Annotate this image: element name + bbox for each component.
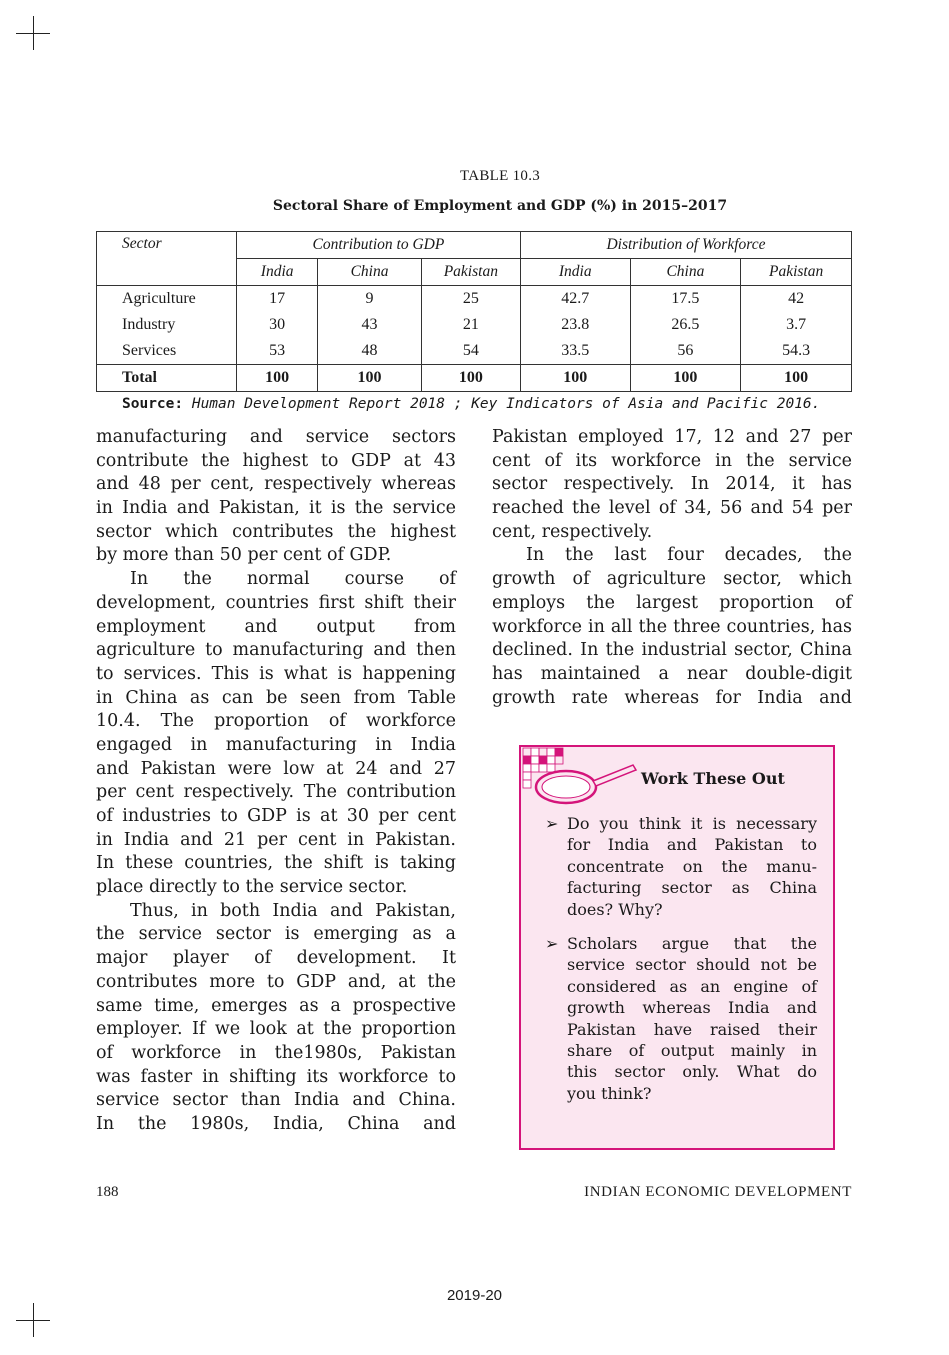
work-these-out-box: [519, 745, 835, 1150]
text-line: and 48 per cent, respectively whereas: [96, 474, 456, 495]
text-line: in India and 21 per cent in Pakistan.: [96, 829, 456, 850]
cell: 25: [421, 286, 520, 313]
text-line: In the last four decades, the: [526, 545, 852, 566]
cell: 30: [236, 312, 317, 338]
text-line: place directly to the service sector.: [96, 877, 408, 898]
cell: 100: [318, 365, 421, 392]
cell: 33.5: [520, 338, 630, 365]
table-row: [97, 286, 852, 313]
book-title: INDIAN ECONOMIC DEVELOPMENT: [584, 1184, 852, 1200]
row-sector: Services: [122, 342, 177, 359]
question-line: Do you think it is necessary: [567, 814, 817, 833]
cell: 48: [318, 338, 421, 365]
cell: 100: [630, 365, 741, 392]
text-line: per cent respectively. The contribution: [96, 782, 456, 803]
arrow-bullet-icon: ➢: [545, 934, 559, 953]
text-line: 10.4. The proportion of workforce: [96, 711, 456, 732]
cell: 100: [520, 365, 630, 392]
arrow-bullet-icon: ➢: [545, 814, 559, 833]
table-total-row: [97, 365, 852, 392]
table-row: [97, 312, 852, 338]
text-line: employs the largest proportion of: [492, 592, 852, 613]
cell: 26.5: [630, 312, 741, 338]
text-line: sector respectively. In 2014, it has: [492, 474, 852, 495]
text-line: of workforce in the1980s, Pakistan: [96, 1042, 456, 1063]
page-number: 188: [96, 1184, 119, 1200]
box-title: Work These Out: [641, 769, 785, 788]
text-line: development, countries first shift their: [96, 592, 456, 613]
text-line: cent, respectively.: [492, 521, 653, 542]
cell: 54.3: [741, 338, 852, 365]
source-text: Human Development Report 2018 ; Key Indicators of Asia and Pacific 2016.: [191, 396, 821, 412]
question-line: for India and Pakistan to: [567, 835, 817, 855]
text-line: Thus, in both India and Pakistan,: [130, 900, 456, 921]
header-country: China: [318, 259, 421, 286]
cell: 23.8: [520, 312, 630, 338]
source-label: Source:: [122, 396, 184, 412]
table-label: TABLE 10.3: [459, 168, 541, 184]
text-line: growth of agriculture sector, which: [492, 569, 852, 590]
cell: 42: [741, 286, 852, 313]
header-country: India: [520, 259, 630, 286]
text-line: has maintained a near double-digit: [492, 663, 852, 684]
text-line: contribute the highest to GDP at 43: [96, 450, 456, 471]
question-line: considered as an engine of: [567, 976, 817, 996]
text-line: employment and output from: [96, 616, 456, 637]
question-line: share of output mainly in: [567, 1041, 817, 1061]
cell: 56: [630, 338, 741, 365]
cell: 42.7: [520, 286, 630, 313]
text-line: agriculture to manufacturing and then: [96, 640, 456, 661]
header-country: Pakistan: [741, 259, 852, 286]
cell: 100: [741, 365, 852, 392]
row-sector: Total: [97, 365, 237, 392]
text-line: to services. This is what is happening: [96, 663, 456, 684]
question-2-text: [567, 933, 817, 1104]
text-line: declined. In the industrial sector, China: [492, 640, 852, 661]
sectoral-share-table: [96, 231, 852, 392]
text-line: workforce in all the three countries, has: [492, 616, 852, 637]
header-country: Pakistan: [421, 259, 520, 286]
cell: 3.7: [741, 312, 852, 338]
text-line: growth rate whereas for India and: [492, 687, 852, 708]
text-line: by more than 50 per cent of GDP.: [96, 545, 392, 566]
cell: 53: [236, 338, 317, 365]
question-1-text: [567, 813, 817, 920]
text-line: in China as can be seen from Table: [96, 687, 456, 708]
text-line: service sector than India and China.: [96, 1090, 456, 1111]
header-distribution-workforce: Distribution of Workforce: [520, 232, 851, 259]
header-country: China: [630, 259, 741, 286]
text-line: In these countries, the shift is taking: [96, 853, 456, 874]
table-group-header-row: [97, 232, 852, 259]
text-line: manufacturing and service sectors: [96, 427, 456, 447]
text-line: in India and Pakistan, it is the service: [96, 498, 456, 519]
table-source: [122, 396, 820, 412]
left-text-column: [96, 426, 456, 1137]
text-line: In the normal course of: [130, 569, 456, 590]
text-line: Pakistan employed 17, 12 and 27 per: [492, 427, 852, 447]
right-text-column: [492, 426, 852, 710]
question-line: service sector should not be: [567, 955, 817, 975]
question-line: Scholars argue that the: [567, 934, 817, 953]
magnifying-glass-crossword-icon: [521, 747, 641, 817]
question-line: facturing sector as China: [567, 878, 817, 898]
text-line: reached the level of 34, 56 and 54 per: [492, 498, 852, 519]
cell: 17: [236, 286, 317, 313]
text-line: the service sector is emerging as a: [96, 924, 456, 945]
cell: 100: [236, 365, 317, 392]
header-sector: Sector: [122, 235, 162, 252]
question-2: [545, 933, 817, 1104]
cell: 17.5: [630, 286, 741, 313]
text-line: of industries to GDP is at 30 per cent: [96, 806, 456, 826]
year-label: 2019-20: [446, 1287, 503, 1304]
text-line: and Pakistan were low at 24 and 27: [96, 758, 456, 779]
cell: 21: [421, 312, 520, 338]
question-line: growth whereas India and: [567, 998, 817, 1018]
text-line: same time, emerges as a prospective: [96, 995, 456, 1016]
text-line: major player of development. It: [96, 948, 456, 969]
header-contribution-gdp: Contribution to GDP: [236, 232, 520, 259]
text-line: employer. If we look at the proportion: [96, 1019, 456, 1040]
cell: 43: [318, 312, 421, 338]
question-line: concentrate on the manu-: [567, 856, 817, 876]
header-country: India: [236, 259, 317, 286]
question-1: [545, 813, 817, 920]
text-line: engaged in manufacturing in India: [96, 734, 456, 755]
cell: 54: [421, 338, 520, 365]
cell: 9: [318, 286, 421, 313]
row-sector: Agriculture: [122, 290, 196, 307]
text-line: sector which contributes the highest: [96, 521, 456, 542]
question-line: this sector only. What do: [567, 1062, 817, 1082]
question-line: you think?: [567, 1083, 652, 1103]
table-title: Sectoral Share of Employment and GDP (%) in 2015–2017: [272, 198, 728, 214]
question-line: Pakistan have raised their: [567, 1019, 817, 1039]
text-line: cent of its workforce in the service: [492, 450, 852, 471]
text-line: contributes more to GDP and, at the: [96, 971, 456, 992]
text-line: was faster in shifting its workforce to: [96, 1066, 456, 1087]
row-sector: Industry: [122, 316, 176, 333]
table-row: [97, 338, 852, 365]
cell: 100: [421, 365, 520, 392]
text-line: In the 1980s, India, China and: [96, 1113, 456, 1134]
question-line: does? Why?: [567, 899, 663, 919]
